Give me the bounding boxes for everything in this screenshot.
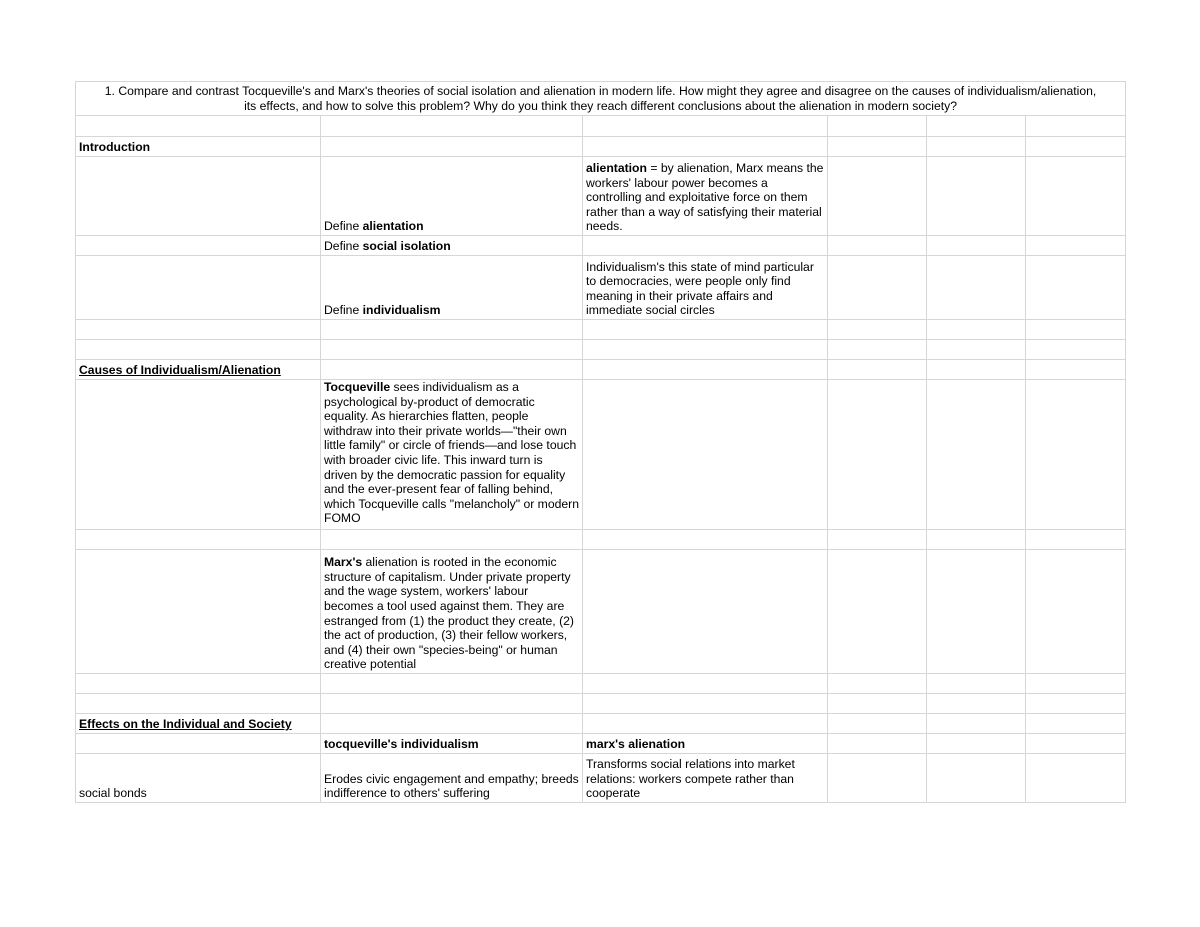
define-alientation-row (76, 157, 1126, 236)
col-tocqueville-header[interactable]: tocqueville's individualism (321, 734, 583, 754)
question-line-2: its effects, and how to solve this problem? Why do you think they reach different conclusions about the alienation in modern society? (244, 98, 957, 113)
marx-causes-row (76, 550, 1126, 674)
empty-row (76, 320, 1126, 340)
tocqueville-name: Tocqueville (324, 380, 391, 394)
cell[interactable] (1026, 116, 1126, 137)
cell[interactable] (828, 694, 927, 714)
cell[interactable] (583, 714, 828, 734)
cell[interactable] (1026, 714, 1126, 734)
cell[interactable] (927, 116, 1026, 137)
cell[interactable] (76, 694, 321, 714)
cell[interactable] (828, 137, 927, 157)
cell[interactable] (76, 674, 321, 694)
cell[interactable] (76, 550, 321, 674)
individualism-definition-cell[interactable]: Individualism's this state of mind particular to democracies, were people only find meaning in their private affairs and immediate social circles (583, 256, 828, 320)
cell[interactable] (583, 674, 828, 694)
cell[interactable] (321, 116, 583, 137)
define-social-isolation-row (76, 236, 1126, 256)
define-individualism-row (76, 256, 1126, 320)
cell[interactable] (828, 320, 927, 340)
cell[interactable] (927, 550, 1026, 674)
cell[interactable] (583, 530, 828, 550)
cell[interactable] (1026, 734, 1126, 754)
cell[interactable] (927, 734, 1026, 754)
cell[interactable] (321, 530, 583, 550)
define-alientation-cell[interactable] (321, 157, 583, 236)
causes-heading[interactable]: Causes of Individualism/Alienation (76, 360, 321, 380)
cell[interactable] (828, 360, 927, 380)
cell[interactable] (927, 340, 1026, 360)
cell[interactable] (1026, 694, 1126, 714)
individualism-term: individualism (362, 303, 441, 318)
empty-row (76, 694, 1126, 714)
empty-row (76, 530, 1126, 550)
alientation-def-text: = by alienation, Marx means the workers' labour power becomes a controlling and exploitative force on them rather than a way of satisfying their material needs. (586, 161, 824, 234)
cell[interactable] (321, 714, 583, 734)
alientation-term: alientation (362, 219, 424, 234)
cell[interactable] (76, 734, 321, 754)
cell[interactable] (321, 340, 583, 360)
cell[interactable] (1026, 236, 1126, 256)
cell[interactable] (927, 137, 1026, 157)
define-social-isolation-cell[interactable] (321, 236, 583, 256)
cell[interactable] (1026, 530, 1126, 550)
col-marx-header[interactable]: marx's alienation (583, 734, 828, 754)
empty-row (76, 116, 1126, 137)
cell[interactable] (583, 380, 828, 530)
cell[interactable] (583, 116, 828, 137)
cell[interactable] (927, 694, 1026, 714)
worksheet-grid (75, 81, 1126, 803)
cell[interactable] (76, 157, 321, 236)
cell[interactable] (76, 236, 321, 256)
tocqueville-causes-cell[interactable] (321, 380, 583, 530)
cell[interactable] (927, 157, 1026, 236)
cell[interactable] (1026, 340, 1126, 360)
cell[interactable] (76, 380, 321, 530)
cell[interactable] (583, 550, 828, 674)
cell[interactable] (321, 694, 583, 714)
cell[interactable] (321, 360, 583, 380)
cell[interactable] (76, 530, 321, 550)
cell[interactable] (1026, 256, 1126, 320)
social-isolation-term: social isolation (362, 239, 451, 254)
introduction-row (76, 137, 1126, 157)
table-row (76, 754, 1126, 803)
cell[interactable] (828, 236, 927, 256)
cell[interactable] (828, 734, 927, 754)
effects-columns-row (76, 734, 1126, 754)
cell[interactable] (927, 530, 1026, 550)
alientation-def-term: alientation (586, 161, 647, 176)
cell[interactable] (828, 157, 927, 236)
cell[interactable] (76, 320, 321, 340)
cell[interactable] (583, 137, 828, 157)
cell[interactable] (583, 694, 828, 714)
empty-row (76, 340, 1126, 360)
cell[interactable] (76, 116, 321, 137)
define-prefix: Define (324, 219, 363, 234)
introduction-heading[interactable]: Introduction (76, 137, 321, 157)
cell[interactable] (321, 137, 583, 157)
effects-heading[interactable]: Effects on the Individual and Society (76, 714, 321, 734)
marx-causes-text: alienation is rooted in the economic structure of capitalism. Under private property and the wage system, workers' labour becomes a tool used against them. They are estranged from (1) the product they create, (2) the act of production, (3) their fellow workers, and (4) their own "species-being" or human creative potential (324, 555, 574, 672)
cell[interactable] (828, 550, 927, 674)
cell[interactable] (927, 256, 1026, 320)
question-cell[interactable] (76, 82, 1126, 116)
cell[interactable] (828, 116, 927, 137)
cell[interactable] (828, 754, 927, 803)
tocqueville-causes-text: sees individualism as a psychological by-product of democratic equality. As hierarchies flatten, people withdraw into their private worlds—"their own little family" or circle of friends—and lose touch with broader civic life. This inward turn is driven by the democratic passion for equality and the ever-present fear of falling behind, which Tocqueville calls "melancholy" or modern FOMO (324, 380, 580, 526)
cell[interactable] (828, 674, 927, 694)
cell[interactable] (927, 320, 1026, 340)
cell[interactable] (1026, 320, 1126, 340)
cell[interactable] (321, 674, 583, 694)
define-individualism-cell[interactable] (321, 256, 583, 320)
cell[interactable] (583, 340, 828, 360)
cell[interactable] (927, 380, 1026, 530)
cell[interactable] (583, 320, 828, 340)
cell[interactable] (1026, 550, 1126, 674)
define-prefix: Define (324, 239, 363, 254)
cell[interactable] (828, 530, 927, 550)
causes-heading-row (76, 360, 1126, 380)
define-prefix: Define (324, 303, 363, 318)
spreadsheet (75, 81, 1125, 803)
cell[interactable] (1026, 157, 1126, 236)
cell[interactable] (927, 236, 1026, 256)
marx-causes-cell[interactable] (321, 550, 583, 674)
effects-row-marx[interactable]: Transforms social relations into market relations: workers compete rather than cooperate (583, 754, 828, 803)
cell[interactable] (583, 236, 828, 256)
effects-row-tocqueville[interactable]: Erodes civic engagement and empathy; breeds indifference to others' suffering (321, 754, 583, 803)
empty-row (76, 674, 1126, 694)
cell[interactable] (321, 320, 583, 340)
marx-name: Marx's (324, 555, 363, 570)
effects-heading-row (76, 714, 1126, 734)
cell[interactable] (828, 714, 927, 734)
cell[interactable] (1026, 360, 1126, 380)
cell[interactable] (927, 754, 1026, 803)
cell[interactable] (76, 340, 321, 360)
cell[interactable] (828, 380, 927, 530)
cell[interactable] (76, 256, 321, 320)
cell[interactable] (927, 360, 1026, 380)
tocqueville-causes-row (76, 380, 1126, 530)
question-row (76, 82, 1126, 116)
effects-row-label[interactable]: social bonds (76, 754, 321, 803)
alientation-definition-cell[interactable] (583, 157, 828, 236)
cell[interactable] (583, 360, 828, 380)
cell[interactable] (1026, 754, 1126, 803)
cell[interactable] (927, 674, 1026, 694)
question-line-1: 1. Compare and contrast Tocqueville's and Marx's theories of social isolation and alienation in modern life. How might they agree and disagree on the causes of individualism/alienation, (104, 84, 1097, 98)
cell[interactable] (927, 714, 1026, 734)
cell[interactable] (1026, 674, 1126, 694)
cell[interactable] (828, 340, 927, 360)
cell[interactable] (828, 256, 927, 320)
cell[interactable] (1026, 137, 1126, 157)
cell[interactable] (1026, 380, 1126, 530)
